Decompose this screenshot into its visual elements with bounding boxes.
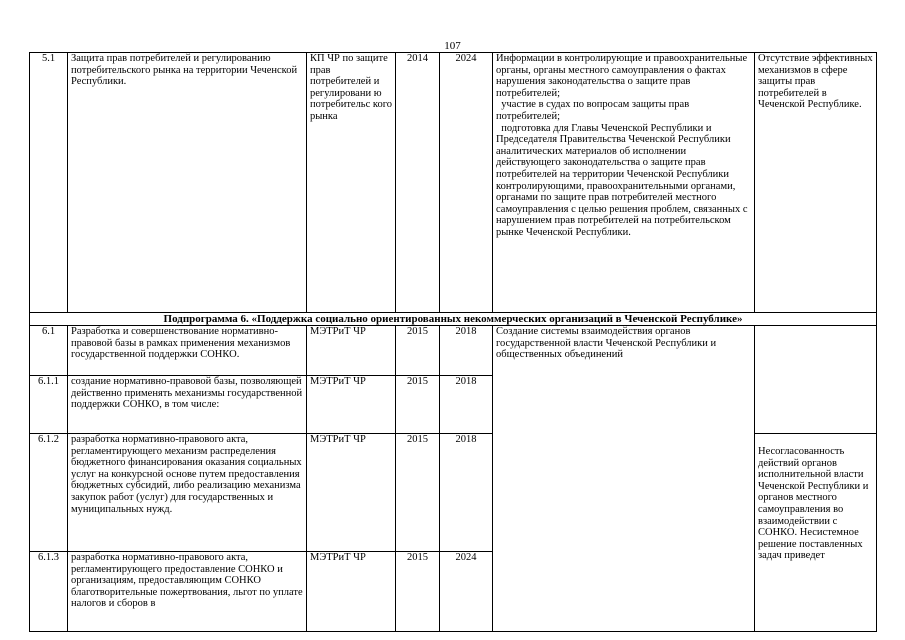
page-number: 107 xyxy=(444,40,461,52)
consequence-empty xyxy=(755,326,877,434)
row-number: 6.1.2 xyxy=(30,434,68,552)
measure-name: Разработка и совершенствование нормативно-правовой базы в рамках применения механизмов государственной поддержки СОНКО. xyxy=(68,326,307,376)
consequence xyxy=(755,434,877,632)
table-row-6-1 xyxy=(30,326,877,376)
executor: КП ЧР по защите прав потребителей и регулировани ю потребительс кого рынка xyxy=(307,53,396,313)
executor: МЭТРиТ ЧР xyxy=(307,552,396,632)
row-number: 6.1.1 xyxy=(30,376,68,434)
measure-name: разработка нормативно-правового акта, регламентирующего предоставление СОНКО и организациям, предоставляющим СОНКО благотворительные пожертвования, льгот по уплате налогов и сборов в xyxy=(68,552,307,632)
executor: МЭТРиТ ЧР xyxy=(307,434,396,552)
result-item: подготовка для Главы Чеченской Республики и Председателя Правительства Чеченской Республики аналитических материалов об исполнении действующего законодательства о защите прав потребителей на территории Чеченской Республики контролирующими, правоохранительными органами, органами по защите прав потребителей местного самоуправления с целью решения проблем, связанных с нарушением прав потребителей на потребительском рынке Чеченской Республики. xyxy=(496,122,751,238)
start-year: 2015 xyxy=(396,552,440,632)
start-year: 2015 xyxy=(396,376,440,434)
end-year: 2024 xyxy=(440,552,493,632)
expected-result: Создание системы взаимодействия органов государственной власти Чеченской Республики и общественных объединений xyxy=(493,326,755,632)
table-row-5-1 xyxy=(30,53,877,313)
subprogram-title: Подпрограмма 6. «Поддержка социально ориентированных некоммерческих организаций в Чеченской Республике» xyxy=(30,313,877,326)
result-item: Информации в контролирующие и правоохранительные органы, органы местного самоуправления о фактах нарушения законодательства о защите прав потребителей; xyxy=(496,53,748,99)
result-item: участие в судах по вопросам защиты прав потребителей; xyxy=(496,99,692,122)
end-year: 2018 xyxy=(440,376,493,434)
row-number: 6.1 xyxy=(30,326,68,376)
expected-result xyxy=(493,53,755,313)
measure-name: Защита прав потребителей и регулированию потребительского рынка на территории Чеченской Республики. xyxy=(68,53,307,313)
measure-name: разработка нормативно-правового акта, регламентирующего механизм распределения бюджетного финансирования оказания социальных услуг на конкурсной основе путем предоставления бюджетных субсидий, либо реализацию механизма закупок работ (услуг) для государственных и муниципальных нужд. xyxy=(68,434,307,552)
end-year: 2018 xyxy=(440,434,493,552)
consequence-text: Несогласованность действий органов исполнительной власти Чеченской Республики и органов местного самоуправления во взаимодействии с СОНКО. Несистемное решение поставленных задач приведет xyxy=(758,446,869,562)
row-number: 5.1 xyxy=(30,53,68,313)
measure-name: создание нормативно-правовой базы, позволяющей действенно применять механизмы государственной поддержки СОНКО, в том числе: xyxy=(68,376,307,434)
row-number: 6.1.3 xyxy=(30,552,68,632)
program-measures-table xyxy=(29,52,877,632)
start-year: 2015 xyxy=(396,434,440,552)
start-year: 2014 xyxy=(396,53,440,313)
end-year: 2024 xyxy=(440,53,493,313)
subprogram-header-row xyxy=(30,313,877,326)
executor: МЭТРиТ ЧР xyxy=(307,376,396,434)
start-year: 2015 xyxy=(396,326,440,376)
executor: МЭТРиТ ЧР xyxy=(307,326,396,376)
end-year: 2018 xyxy=(440,326,493,376)
consequence: Отсутствие эффективных механизмов в сфере защиты прав потребителей в Чеченской Республике. xyxy=(755,53,877,313)
